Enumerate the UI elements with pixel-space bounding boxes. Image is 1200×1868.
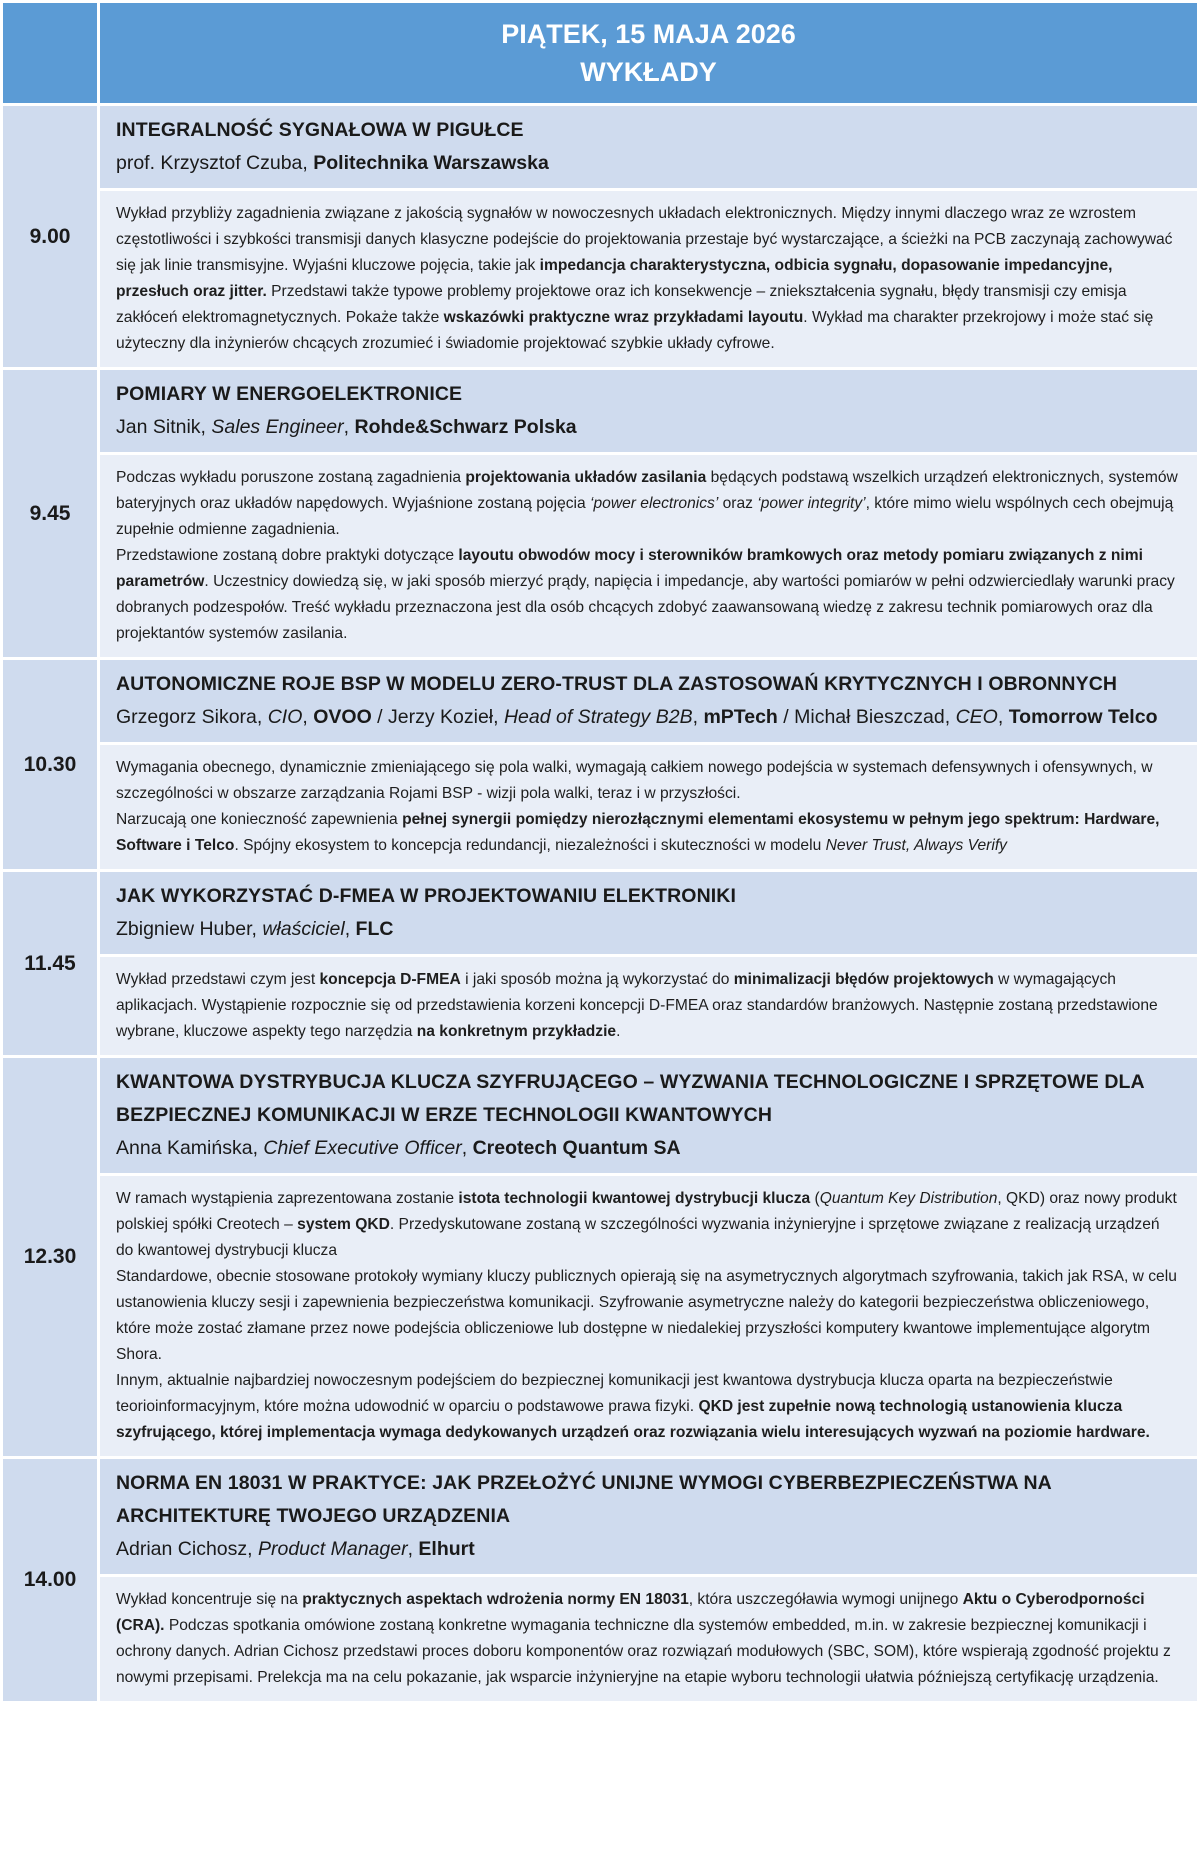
session-description-row-14-00	[3, 1577, 1197, 1701]
description-paragraph	[116, 1587, 1181, 1691]
emphasis-italic-text: Quantum Key Distribution	[819, 1190, 998, 1207]
emphasis-bold-text: layoutu obwodów mocy i sterowników bramkowych oraz metody pomiaru związanych z nimi parametrów	[116, 547, 1143, 590]
description-paragraph	[116, 1264, 1181, 1368]
text-segment: . Przedyskutowane zostaną w szczególności wyzwania inżynieryjne i sprzętowe związane z realizacją urządzeń do kwantowej dystrybucji klucza	[116, 1216, 1160, 1259]
session-time: 9.00	[3, 106, 97, 367]
emphasis-bold-text: pełnej synergii pomiędzy nierozłącznymi elementami ekosystemu w pełnym jego spektrum: Hardware, Software i Telco	[116, 811, 1160, 854]
session-title: AUTONOMICZNE ROJE BSP W MODELU ZERO-TRUST DLA ZASTOSOWAŃ KRYTYCZNYCH I OBRONNYCH	[116, 673, 1118, 695]
session-title: POMIARY W ENERGOELEKTRONICE	[116, 383, 463, 405]
session-title-row-10-30	[3, 660, 1197, 742]
text-segment: Narzucają one konieczność zapewnienia	[116, 811, 403, 828]
text-segment: Jan Sitnik,	[116, 416, 212, 438]
emphasis-bold-text: Creotech Quantum SA	[472, 1137, 681, 1159]
description-paragraph	[116, 807, 1181, 859]
text-segment: W ramach wystąpienia zaprezentowana zostanie	[116, 1190, 459, 1207]
text-segment: ,	[997, 706, 1009, 728]
session-title: INTEGRALNOŚĆ SYGNAŁOWA W PIGUŁCE	[116, 119, 524, 141]
text-segment: Przedstawione zostaną dobre praktyki dotyczące	[116, 547, 459, 564]
emphasis-italic-text: ‘power integrity’	[757, 495, 866, 512]
text-segment: ,	[343, 416, 355, 438]
emphasis-bold-text: Politechnika Warszawska	[313, 152, 549, 174]
session-title-cell	[100, 1058, 1197, 1173]
text-segment: Podczas wykładu poruszone zostaną zagadnienia	[116, 469, 466, 486]
emphasis-italic-text: właściciel	[262, 918, 345, 940]
text-segment: . Spójny ekosystem to koncepcja redundancji, niezależności i skuteczności w modelu	[234, 837, 826, 854]
session-speakers	[116, 913, 1181, 946]
session-description	[116, 465, 1181, 647]
emphasis-bold-text: wskazówki praktyczne wraz przykładami layoutu	[443, 309, 804, 326]
session-description	[116, 1587, 1181, 1691]
session-description	[116, 201, 1181, 357]
text-segment: oraz	[718, 495, 758, 512]
session-title-row-9-00	[3, 106, 1197, 188]
session-title-row-14-00	[3, 1459, 1197, 1574]
session-description-cell	[100, 745, 1197, 869]
session-description-cell	[100, 1176, 1197, 1456]
emphasis-bold-text: Tomorrow Telco	[1008, 706, 1158, 728]
session-speakers	[116, 411, 1181, 444]
text-segment: (	[810, 1190, 820, 1207]
emphasis-bold-text: koncepcja D-FMEA	[319, 971, 461, 988]
session-time: 11.45	[3, 872, 97, 1055]
emphasis-bold-text: Aktu o Cyberodporności (CRA).	[116, 1591, 1145, 1634]
emphasis-bold-text: Rohde&Schwarz Polska	[354, 416, 577, 438]
emphasis-italic-text: Never Trust, Always Verify	[825, 837, 1007, 854]
text-segment: Zbigniew Huber,	[116, 918, 263, 940]
text-segment: Wykład koncentruje się na	[116, 1591, 303, 1608]
text-segment: ,	[461, 1137, 473, 1159]
text-segment: ,	[302, 706, 314, 728]
session-title: KWANTOWA DYSTRYBUCJA KLUCZA SZYFRUJĄCEGO – WYZWANIA TECHNOLOGICZNE I SPRZĘTOWE DLA BEZPIECZNEJ KOMUNIKACJI W ERZE TECHNOLOGII KWANTOWYCH	[116, 1071, 1144, 1126]
section-heading: WYKŁADY	[580, 57, 717, 87]
text-segment: Anna Kamińska,	[116, 1137, 264, 1159]
text-segment: prof. Krzysztof Czuba,	[116, 152, 314, 174]
description-paragraph	[116, 465, 1181, 543]
description-paragraph	[116, 201, 1181, 357]
session-description-row-9-45	[3, 455, 1197, 657]
emphasis-italic-text: Head of Strategy B2B	[503, 706, 693, 728]
description-paragraph	[116, 967, 1181, 1045]
description-paragraph	[116, 543, 1181, 647]
emphasis-italic-text: Sales Engineer	[211, 416, 344, 438]
session-title-cell	[100, 872, 1197, 954]
text-segment: ,	[692, 706, 704, 728]
session-description-cell	[100, 1577, 1197, 1701]
header-cell	[100, 3, 1197, 103]
description-paragraph	[116, 755, 1181, 807]
session-description-cell	[100, 191, 1197, 367]
emphasis-bold-text: Elhurt	[418, 1538, 475, 1560]
text-segment: , które mimo wielu wspólnych cech obejmują zupełnie odmienne zagadnienia.	[116, 495, 1174, 538]
text-segment: , QKD) oraz nowy produkt polskiej spółki Creotech –	[116, 1190, 1177, 1233]
emphasis-bold-text: system QKD	[297, 1216, 390, 1233]
session-title-cell	[100, 106, 1197, 188]
text-segment: / Jerzy Kozieł,	[371, 706, 504, 728]
emphasis-italic-text: Product Manager	[257, 1538, 408, 1560]
session-title: NORMA EN 18031 W PRAKTYCE: JAK PRZEŁOŻYĆ UNIJNE WYMOGI CYBERBEZPIECZEŃSTWA NA ARCHITEKTURĘ TWOJEGO URZĄDZENIA	[116, 1472, 1052, 1527]
text-segment: i jaki sposób można ją wykorzystać do	[460, 971, 734, 988]
session-description-row-10-30	[3, 745, 1197, 869]
session-description-row-12-30	[3, 1176, 1197, 1456]
session-speakers	[116, 701, 1181, 734]
session-title-cell	[100, 370, 1197, 452]
session-title-row-12-30	[3, 1058, 1197, 1173]
emphasis-bold-text: minimalizacji błędów projektowych	[733, 971, 994, 988]
emphasis-bold-text: na konkretnym przykładzie	[416, 1023, 617, 1040]
text-segment: ,	[344, 918, 356, 940]
text-segment: Standardowe, obecnie stosowane protokoły wymiany kluczy publicznych opierają się na asymetrycznych algorytmach szyfrowania, takich jak RSA, w celu ustanowienia kluczy sesji i zapewnienia bezpieczeństwa komunikacji. Szyfrowanie asymetryczne należy do kategorii bezpieczeństwa obliczeniowego, które może zostać złamane przez nowe podejścia obliczeniowe lub dostępne w niedalekiej przyszłości komputery kwantowe implementujące algorytm Shora.	[116, 1268, 1177, 1363]
day-date-heading: PIĄTEK, 15 MAJA 2026	[501, 19, 796, 49]
session-speakers	[116, 1132, 1181, 1165]
text-segment: .	[616, 1023, 621, 1040]
session-description-row-9-00	[3, 191, 1197, 367]
text-segment: . Uczestnicy dowiedzą się, w jaki sposób mierzyć prądy, napięcia i impedancje, aby wartości pomiarów w pełni odzwierciedlały warunki pracy dobranych podzespołów. Treść wykładu przeznaczona jest dla osób chcących zdobyć zaawansowaną wiedzę z zakresu technik pomiarowych oraz dla projektantów systemów zasilania.	[116, 573, 1175, 642]
emphasis-italic-text: CIO	[267, 706, 303, 728]
session-description	[116, 755, 1181, 859]
session-description-row-11-45	[3, 957, 1197, 1055]
description-paragraph	[116, 1186, 1181, 1264]
text-segment: Adrian Cichosz,	[116, 1538, 258, 1560]
session-title-row-11-45	[3, 872, 1197, 954]
session-time: 12.30	[3, 1058, 97, 1456]
session-description-cell	[100, 455, 1197, 657]
session-description	[116, 1186, 1181, 1446]
emphasis-italic-text: CEO	[955, 706, 998, 728]
session-title-cell	[100, 1459, 1197, 1574]
text-segment: Wykład przedstawi czym jest	[116, 971, 320, 988]
text-segment: Przedstawi także typowe problemy projektowe oraz ich konsekwencje – zniekształcenia sygnału, błędy transmisji czy emisja zakłóceń elektromagnetycznych. Pokaże także	[116, 283, 1127, 326]
text-segment: . Wykład ma charakter przekrojowy i może stać się użyteczny dla inżynierów chcących zrozumieć i świadomie projektować szybkie układy cyfrowe.	[116, 309, 1154, 352]
text-segment: Wymagania obecnego, dynamicznie zmieniającego się pola walki, wymagają całkiem nowego podejścia w systemach defensywnych i ofensywnych, w szczególności w obszarze zarządzania Rojami BSP - wizji pola walki, teraz i w przyszłości.	[116, 759, 1153, 802]
text-segment: / Michał Bieszczad,	[777, 706, 956, 728]
session-time: 10.30	[3, 660, 97, 869]
emphasis-bold-text: projektowania układów zasilania	[465, 469, 707, 486]
session-time: 9.45	[3, 370, 97, 657]
emphasis-bold-text: istota technologii kwantowej dystrybucji klucza	[458, 1190, 811, 1207]
description-paragraph	[116, 1368, 1181, 1446]
emphasis-bold-text: praktycznych aspektach wdrożenia normy EN 18031	[302, 1591, 689, 1608]
text-segment: będących podstawą wszelkich urządzeń elektronicznych, systemów bateryjnych oraz układów napędowych. Wyjaśnione zostaną pojęcia	[116, 469, 1178, 512]
text-segment: w wymagających aplikacjach. Wystąpienie rozpocznie się od przedstawienia korzeni koncepcji D-FMEA oraz standardów branżowych. Następnie zostaną przedstawione wybrane, kluczowe aspekty tego narzędzia	[116, 971, 1158, 1040]
emphasis-italic-text: ‘power electronics’	[590, 495, 719, 512]
emphasis-bold-text: OVOO	[313, 706, 372, 728]
session-description-cell	[100, 957, 1197, 1055]
emphasis-bold-text: impedancja charakterystyczna, odbicia sygnału, dopasowanie impedancyjne, przesłuch oraz jitter.	[116, 257, 1113, 300]
text-segment: Wykład przybliży zagadnienia związane z jakością sygnałów w nowoczesnych układach elektronicznych. Między innymi dlaczego wraz ze wzrostem częstotliwości i szybkości transmisji danych klasyczne podejście do projektowania przestaje być wystarczające, a ścieżki na PCB zaczynają zachowywać się jak linie transmisyjne. Wyjaśni kluczowe pojęcia, takie jak	[116, 205, 1173, 274]
text-segment: ,	[407, 1538, 419, 1560]
session-speakers	[116, 147, 1181, 180]
header-time-cell	[3, 3, 97, 103]
session-speakers	[116, 1533, 1181, 1566]
session-title-cell	[100, 660, 1197, 742]
session-title-row-9-45	[3, 370, 1197, 452]
text-segment: Innym, aktualnie najbardziej nowoczesnym podejściem do bezpiecznej komunikacji jest kwantowa dystrybucja klucza oparta na bezpieczeństwie teorioinformacyjnym, które można udowodnić w oparciu o podstawowe prawa fizyki.	[116, 1372, 1113, 1415]
text-segment: Podczas spotkania omówione zostaną konkretne wymagania techniczne dla systemów embedded, m.in. w zakresie bezpiecznej komunikacji i ochrony danych. Adrian Cichosz przedstawi proces doboru komponentów oraz rozwiązań modułowych (SBC, SOM), które wspierają zgodność projektu z nowymi przepisami. Prelekcja ma na celu pokazanie, jak wsparcie inżynieryjne na etapie wyboru technologii ułatwia późniejszą certyfikację urządzenia.	[116, 1617, 1171, 1686]
session-title: JAK WYKORZYSTAĆ D-FMEA W PROJEKTOWANIU ELEKTRONIKI	[116, 885, 736, 907]
emphasis-italic-text: Chief Executive Officer	[263, 1137, 462, 1159]
header-row	[3, 3, 1197, 103]
emphasis-bold-text: mPTech	[703, 706, 778, 728]
text-segment: , która uszczegóławia wymogi unijnego	[688, 1591, 963, 1608]
text-segment: Grzegorz Sikora,	[116, 706, 268, 728]
emphasis-bold-text: QKD jest zupełnie nową technologią ustanowienia klucza szyfrującego, której implementacja wymaga dedykowanych urządzeń oraz rozwiązania wielu interesujących wyzwań na poziomie hardware.	[116, 1398, 1150, 1441]
session-description	[116, 967, 1181, 1045]
emphasis-bold-text: FLC	[355, 918, 394, 940]
session-time: 14.00	[3, 1459, 97, 1701]
